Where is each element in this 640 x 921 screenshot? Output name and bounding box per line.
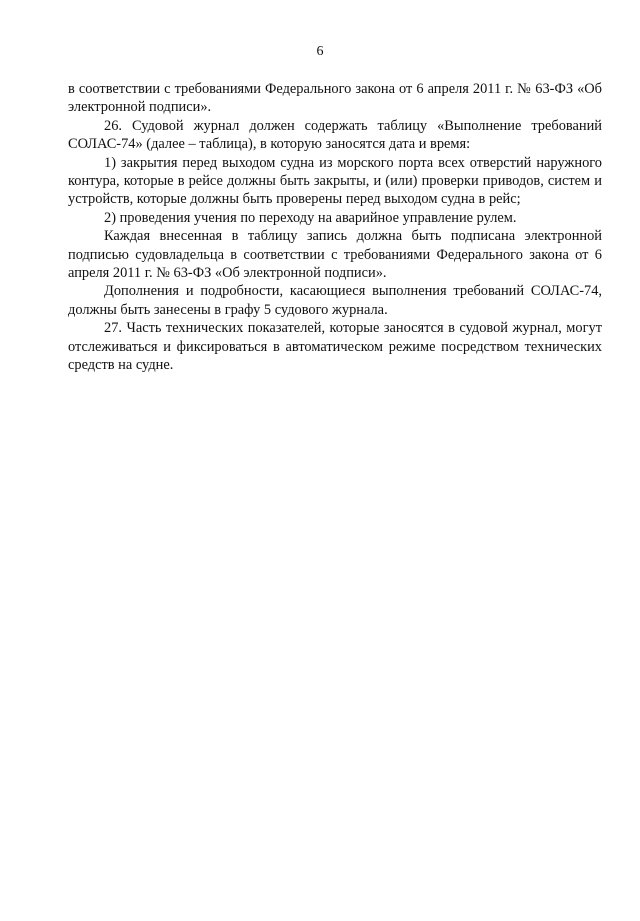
paragraph-item-26: 26. Судовой журнал должен содержать таблицу «Выполнение требований СОЛАС-74» (далее – таблица), в которую заносятся дата и время: — [68, 117, 602, 153]
paragraph-item-27: 27. Часть технических показателей, которые заносятся в судовой журнал, могут отслеживаться и фиксироваться в автоматическом режиме посредством технических средств на судне. — [68, 320, 602, 374]
page-number: 6 — [316, 44, 324, 59]
paragraph-continuation: в соответствии с требованиями Федерального закона от 6 апреля 2011 г. № 63-ФЗ «Об электронной подписи». — [68, 81, 602, 116]
paragraph-additions-note: Дополнения и подробности, касающиеся выполнения требований СОЛАС-74, должны быть занесены в графу 5 судового журнала. — [68, 283, 602, 318]
paragraph-signature-note: Каждая внесенная в таблицу запись должна быть подписана электронной подписью судовладельца в соответствии с требованиями Федерального закона от 6 апреля 2011 г. № 63-ФЗ «Об электронной подписи». — [68, 228, 602, 282]
paragraph-item-26-2: 2) проведения учения по переходу на аварийное управление рулем. — [104, 209, 517, 226]
document-body — [68, 80, 602, 375]
paragraph-item-26-1: 1) закрытия перед выходом судна из морского порта всех отверстий наружного контура, которые в рейсе должны быть закрыты, и (или) проверки приводов, систем и устройств, которые должны быть проверены перед выходом судна в рейс; — [68, 154, 602, 208]
